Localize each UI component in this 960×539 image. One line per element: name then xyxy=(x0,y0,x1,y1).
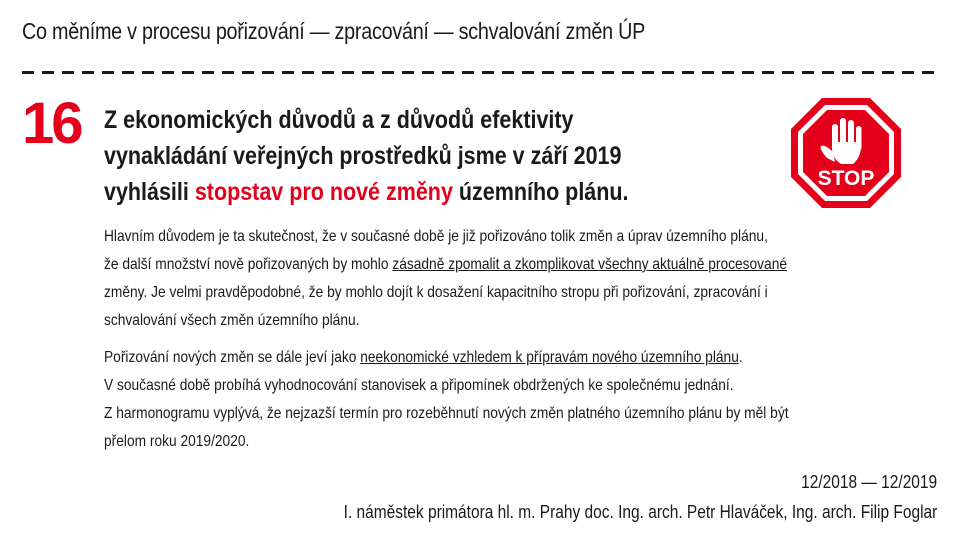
paragraph-2-line-1-start: Pořizování nových změn se dále jeví jako xyxy=(104,349,361,366)
paragraph-2-line-1-end: . xyxy=(738,349,743,366)
headline-line-1: Z ekonomických důvodů a z důvodů efektivity xyxy=(104,106,574,134)
paragraph-2-line-2: V současné době probíhá vyhodnocování stanovisek a připomínek obdržených ke společnému jednání. xyxy=(104,377,734,394)
dashed-divider xyxy=(22,71,940,74)
headline-line-3-start: vyhlásili xyxy=(104,178,195,206)
paragraph-1-underlined: zásadně zpomalit a zkomplikovat všechny aktuálně procesované xyxy=(392,256,788,273)
headline-line-3-end: územního plánu. xyxy=(452,178,629,206)
date-range: 12/2018 — 12/2019 xyxy=(800,472,937,492)
item-number: 16 xyxy=(22,91,81,156)
paragraph-1-line-3: změny. Je velmi pravděpodobné, že by mohlo dojít k dosažení kapacitního stropu při pořizování, zpracování i xyxy=(104,284,768,301)
paragraph-1-line-1: Hlavním důvodem je ta skutečnost, že v současné době je již pořizováno tolik změn a úprav územního plánu, xyxy=(104,228,768,245)
paragraph-2-line-1 xyxy=(104,344,789,372)
stop-sign-icon xyxy=(789,96,903,210)
headline xyxy=(104,102,628,210)
page-title: Co měníme v procesu pořizování — zpracování — schvalování změn ÚP xyxy=(22,18,646,44)
paragraph-1 xyxy=(104,223,787,335)
paragraph-2-line-3: Z harmonogramu vyplývá, že nejzazší termín pro rozeběhnutí nových změn platného územního plánu by měl být xyxy=(104,405,789,422)
paragraph-2 xyxy=(104,344,789,456)
paragraph-2-line-4: přelom roku 2019/2020. xyxy=(104,433,250,450)
paragraph-1-line-2 xyxy=(104,251,787,279)
headline-line-2: vynakládání veřejných prostředků jsme v září 2019 xyxy=(104,142,622,170)
headline-highlight: stopstav pro nové změny xyxy=(194,178,453,206)
paragraph-1-line-2-start: že další množství nově pořizovaných by mohlo xyxy=(104,256,393,273)
stop-sign-text: STOP xyxy=(817,167,875,190)
paragraph-1-line-4: schvalování všech změn územního plánu. xyxy=(104,312,360,329)
author-credit: I. náměstek primátora hl. m. Prahy doc. Ing. arch. Petr Hlaváček, Ing. arch. Filip Foglar xyxy=(343,502,937,522)
paragraph-2-underlined: neekonomické vzhledem k přípravám nového územního plánu xyxy=(360,349,739,366)
headline-line-3 xyxy=(104,174,628,210)
